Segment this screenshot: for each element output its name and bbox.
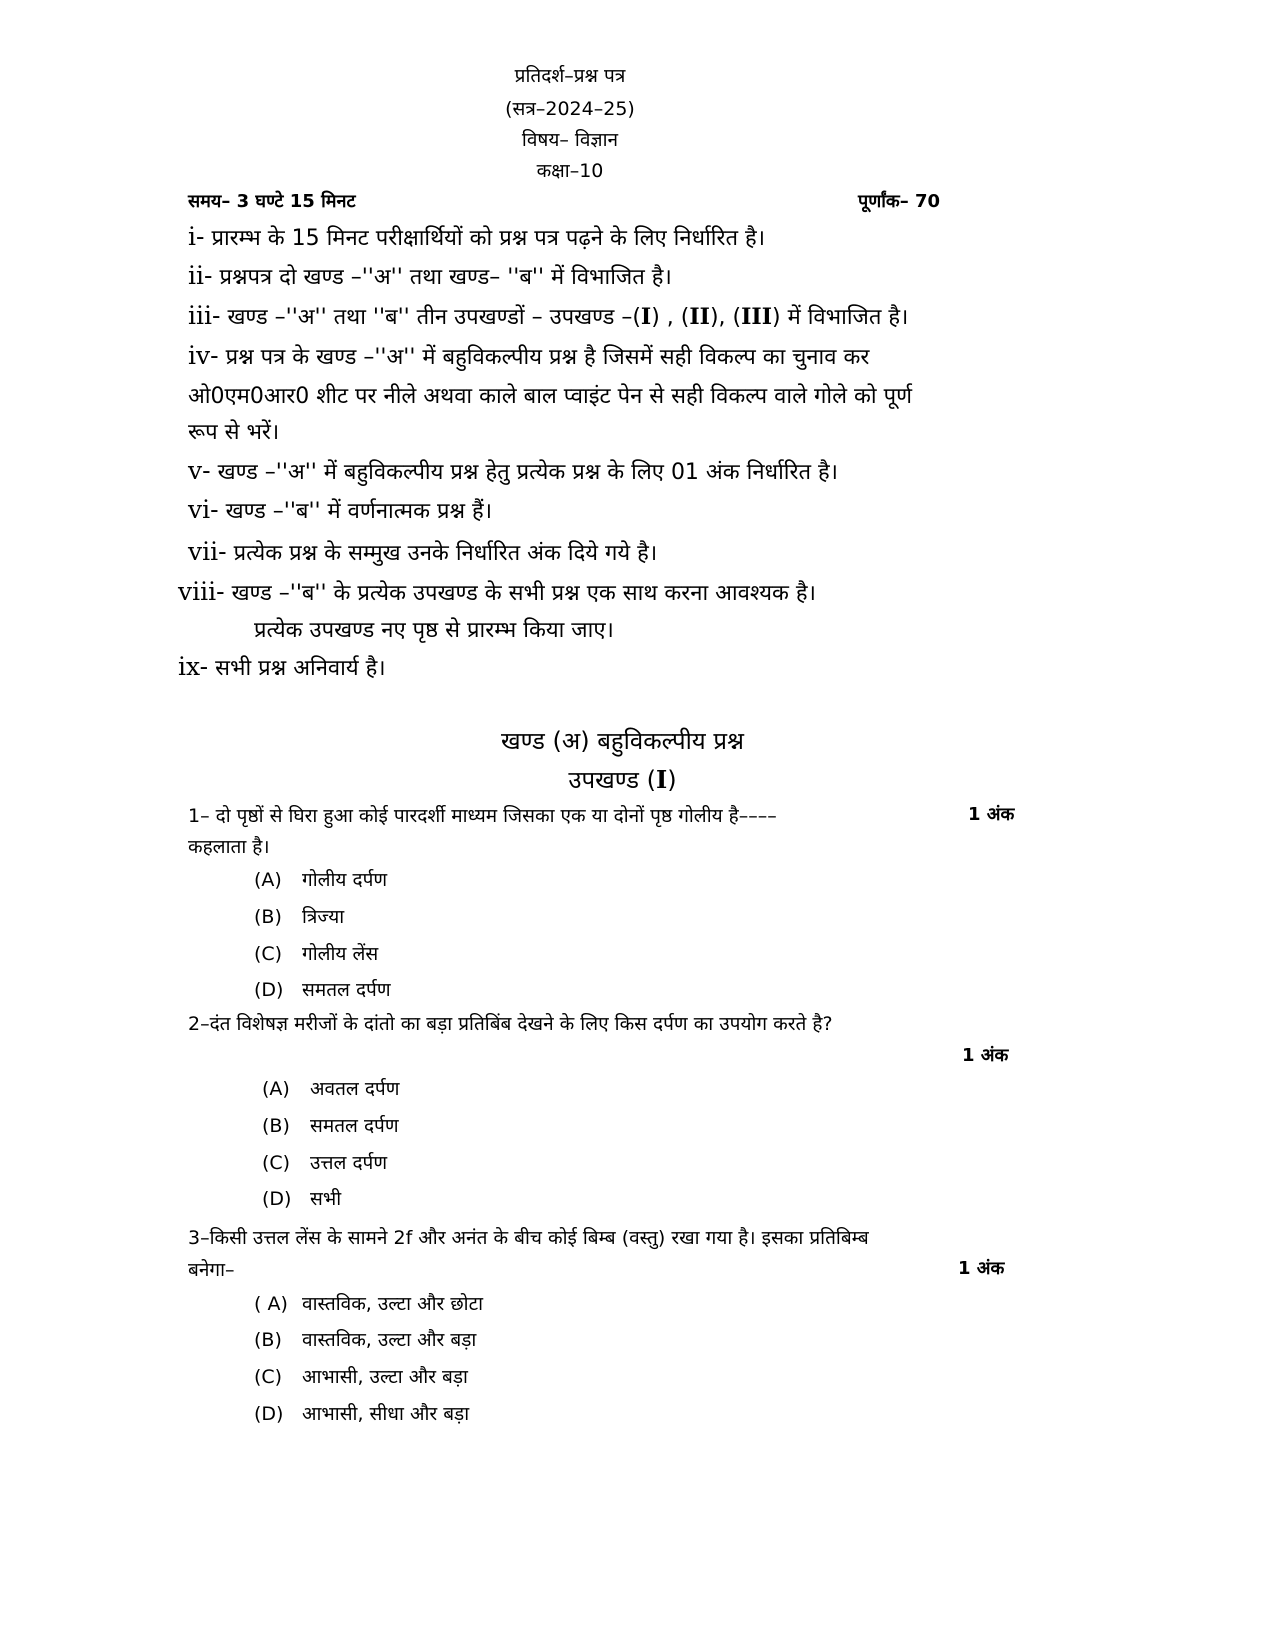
subsection-heading: उपखण्ड (I) — [568, 765, 677, 794]
question-marks: 1 अंक — [968, 804, 1015, 825]
question-text: 1– दो पृष्ठों से घिरा हुआ कोई पारदर्शी माध्यम जिसका एक या दोनों पृष्ठ गोलीय है–––– — [188, 805, 777, 827]
instruction-item: ii- प्रश्नपत्र दो खण्ड –''अ'' तथा खण्ड– ''ब'' में विभाजित है। — [188, 261, 672, 290]
question-text-continuation: कहलाता है। — [188, 836, 270, 858]
instruction-item: iv- प्रश्न पत्र के खण्ड –''अ'' में बहुविकल्पीय प्रश्न है जिसमें सही विकल्प का चुनाव कर — [188, 341, 870, 370]
option-a: (A) अवतल दर्पण — [262, 1078, 400, 1100]
instruction-item: ix- सभी प्रश्न अनिवार्य है। — [178, 652, 386, 681]
option-c: (C) गोलीय लेंस — [254, 943, 379, 965]
option-b: (B) समतल दर्पण — [262, 1115, 399, 1137]
question-marks: 1 अंक — [958, 1258, 1005, 1279]
question-text-continuation: बनेगा– — [188, 1259, 235, 1281]
subject: विषय– विज्ञान — [521, 129, 619, 151]
question-text: 3–किसी उत्तल लेंस के सामने 2f और अनंत के बीच कोई बिम्ब (वस्तु) रखा गया है। इसका प्रतिबिम्ब — [188, 1227, 869, 1249]
instruction-item: vii- प्रत्येक प्रश्न के सम्मुख उनके निर्धारित अंक दिये गये है। — [188, 537, 658, 566]
option-b: (B) वास्तविक, उल्टा और बड़ा — [254, 1329, 477, 1351]
instruction-continuation: प्रत्येक उपखण्ड नए पृष्ठ से प्रारम्भ किया जाए। — [254, 618, 614, 643]
option-d: (D) आभासी, सीधा और बड़ा — [254, 1403, 470, 1425]
instruction-item: vi- खण्ड –''ब'' में वर्णनात्मक प्रश्न हैं। — [188, 495, 493, 524]
full-marks: पूर्णांक– 70 — [858, 191, 941, 212]
question-marks: 1 अंक — [962, 1045, 1009, 1066]
option-d: (D) समतल दर्पण — [254, 979, 391, 1001]
instruction-item: i- प्रारम्भ के 15 मिनट परीक्षार्थियों को प्रश्न पत्र पढ़ने के लिए निर्धारित है। — [188, 222, 766, 251]
option-c: (C) आभासी, उल्टा और बड़ा — [254, 1366, 468, 1388]
instruction-item: iii- खण्ड –''अ'' तथा ''ब'' तीन उपखण्डों – उपखण्ड –(I) , (II), (III) में विभाजित है। — [188, 301, 909, 330]
option-d: (D) सभी — [262, 1188, 342, 1210]
instruction-item: viii- खण्ड –''ब'' के प्रत्येक उपखण्ड के सभी प्रश्न एक साथ करना आवश्यक है। — [178, 577, 816, 606]
section-heading: खण्ड (अ) बहुविकल्पीय प्रश्न — [501, 727, 744, 755]
instruction-continuation: रूप से भरें। — [188, 420, 280, 445]
class-label: कक्षा–10 — [536, 160, 604, 182]
option-b: (B) त्रिज्या — [254, 906, 345, 928]
option-a: ( A) वास्तविक, उल्टा और छोटा — [254, 1293, 484, 1315]
option-a: (A) गोलीय दर्पण — [254, 869, 388, 891]
option-c: (C) उत्तल दर्पण — [262, 1152, 388, 1174]
instruction-continuation: ओ0एम0आर0 शीट पर नीले अथवा काले बाल प्वाइंट पेन से सही विकल्प वाले गोले को पूर्ण — [188, 384, 912, 409]
session: (सत्र–2024–25) — [505, 98, 635, 120]
question-text: 2–दंत विशेषज्ञ मरीजों के दांतो का बड़ा प्रतिबिंब देखने के लिए किस दर्पण का उपयोग करते है? — [188, 1013, 833, 1035]
paper-title: प्रतिदर्श–प्रश्न पत्र — [514, 65, 626, 87]
time-allowed: समय– 3 घण्टे 15 मिनट — [188, 191, 356, 212]
instruction-item: v- खण्ड –''अ'' में बहुविकल्पीय प्रश्न हेतु प्रत्येक प्रश्न के लिए 01 अंक निर्धारित है। — [188, 456, 839, 485]
